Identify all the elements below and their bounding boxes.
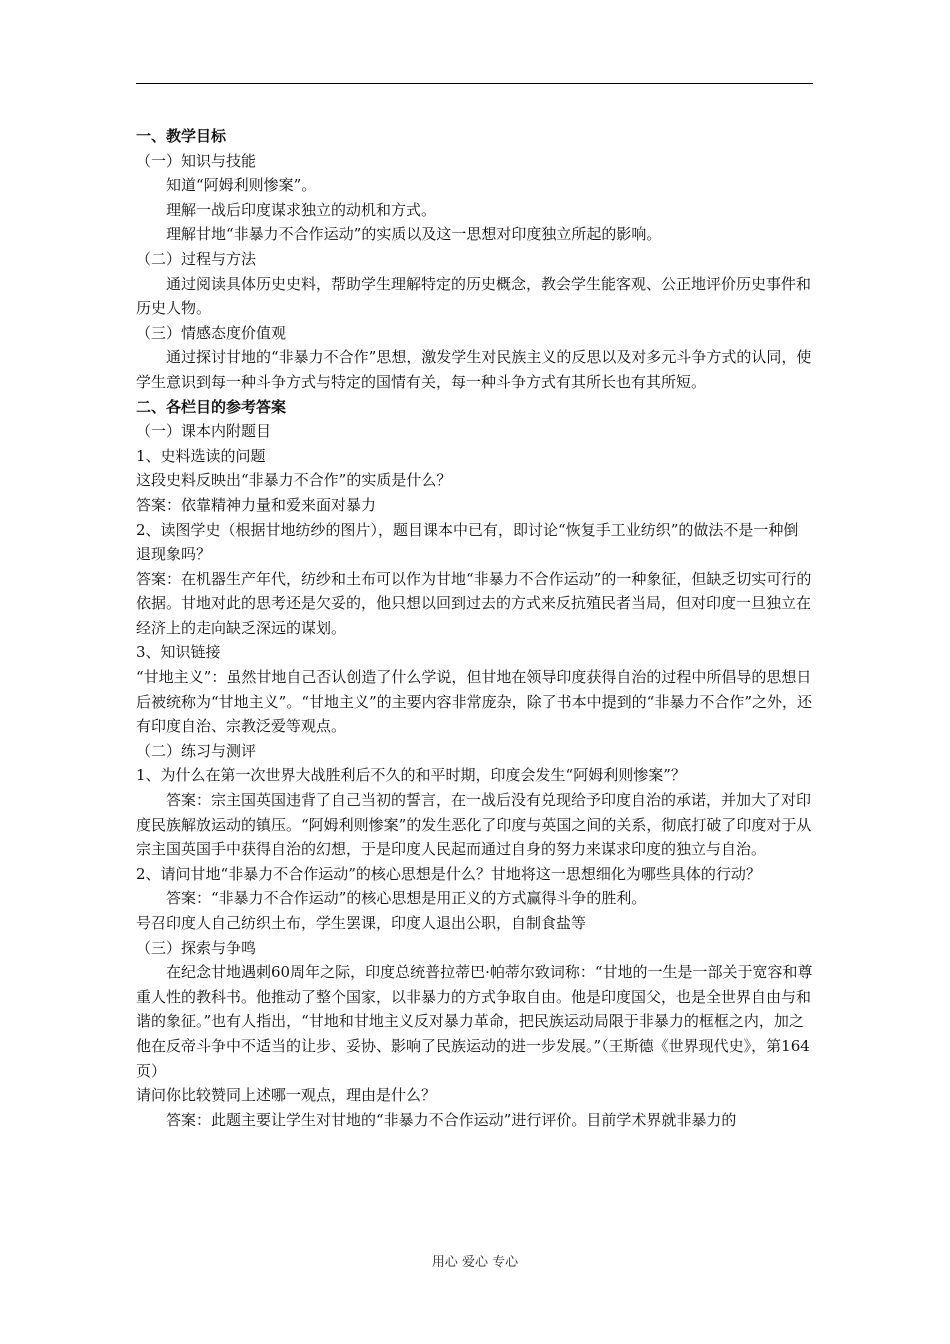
question-title: 1、史料选读的问题 [136,446,266,465]
subsection-heading: （二）练习与测评 [136,741,257,760]
question-title: 3、知识链接 [136,643,221,662]
question: 这段史料反映出“非暴力不合作”的实质是什么？ [136,471,452,490]
question: 2、请问甘地“非暴力不合作运动”的核心思想是什么？甘地将这一思想细化为哪些具体的行动？ [136,864,761,883]
answer: 号召印度人自己纺织土布，学生罢课，印度人退出公职，自制食盐等 [136,914,587,932]
paragraph: “甘地主义”：虽然甘地自己否认创造了什么学说，但甘地在领导印度获得自治的过程中所倡导的思想日后被统称为“甘地主义”。“甘地主义”的主要内容非常庞杂，除了书本中提到的“非暴力不合作”之外，还有印度自治、宗教泛爱等观点。 [136,668,813,736]
section-heading: 一、教学目标 [136,127,227,145]
section-heading: 二、各栏目的参考答案 [136,397,287,416]
paragraph: 通过探讨甘地的“非暴力不合作”思想，激发学生对民族主义的反思以及对多元斗争方式的认同，使学生意识到每一种斗争方式与特定的国情有关，每一种斗争方式有其所长也有其所短。 [136,348,812,391]
subsection-heading: （三）情感态度价值观 [136,323,287,342]
paragraph: 理解甘地“非暴力不合作运动”的实质以及这一思想对印度独立所起的影响。 [166,225,662,244]
paragraph: 理解一战后印度谋求独立的动机和方式。 [166,200,437,219]
answer: 答案：依靠精神力量和爱来面对暴力 [136,495,377,514]
subsection-heading: （三）探索与争鸣 [136,938,257,957]
question: 2、读图学史（根据甘地纺纱的图片），题目课本中已有，即讨论“恢复手工业纺织”的做法不是一种倒退现象吗？ [136,520,799,564]
answer: 答案：在机器生产年代，纺纱和土布可以作为甘地“非暴力不合作运动”的一种象征，但缺乏切实可行的依据。甘地对此的思考还是欠妥的，他只想以回到过去的方式来反抗殖民者当局，但对印度一旦独立在经济上的走向缺乏深远的谋划。 [136,569,812,637]
paragraph: 知道“阿姆利则惨案”。 [166,176,317,195]
header-rule [136,83,813,84]
subsection-heading: （一）知识与技能 [136,151,257,170]
paragraph: 通过阅读具体历史史料，帮助学生理解特定的历史概念，教会学生能客观、公正地评价历史事件和历史人物。 [136,274,812,318]
document-body [136,124,813,1132]
paragraph: 在纪念甘地遇刺60周年之际，印度总统普拉蒂巴·帕蒂尔致词称：“甘地的一生是一部关于宽容和尊重人性的教科书。他推动了整个国家，以非暴力的方式争取自由。他是印度国父，也是全世界自由与和谐的象征。”也有人指出，“甘地和甘地主义反对暴力革命，把民族运动局限于非暴力的框框之内，加之他在反帝斗争中不适当的让步、妥协、影响了民族运动的进一步发展。”（王斯德《世界现代史》，第164页） [136,963,813,1080]
answer: 答案：宗主国英国违背了自己当初的誓言，在一战后没有兑现给予印度自治的承诺，并加大了对印度民族解放运动的镇压。“阿姆利则惨案”的发生恶化了印度与英国之间的关系，彻底打破了印度对于从宗主国英国手中获得自治的幻想，于是印度人民起而通过自身的努力来谋求印度的独立与自治。 [136,791,812,859]
question: 请问你比较赞同上述哪一观点，理由是什么？ [136,1086,437,1105]
page-footer: 用心 爱心 专心 [431,1255,519,1270]
answer: 答案：“非暴力不合作运动”的核心思想是用正义的方式赢得斗争的胜利。 [166,889,647,908]
subsection-heading: （一）课本内附题目 [136,422,272,441]
answer: 答案：此题主要让学生对甘地的“非暴力不合作运动”进行评价。目前学术界就非暴力的 [166,1110,737,1129]
subsection-heading: （二）过程与方法 [136,249,257,268]
question: 1、为什么在第一次世界大战胜利后不久的和平时期，印度会发生“阿姆利则惨案”？ [136,766,686,785]
